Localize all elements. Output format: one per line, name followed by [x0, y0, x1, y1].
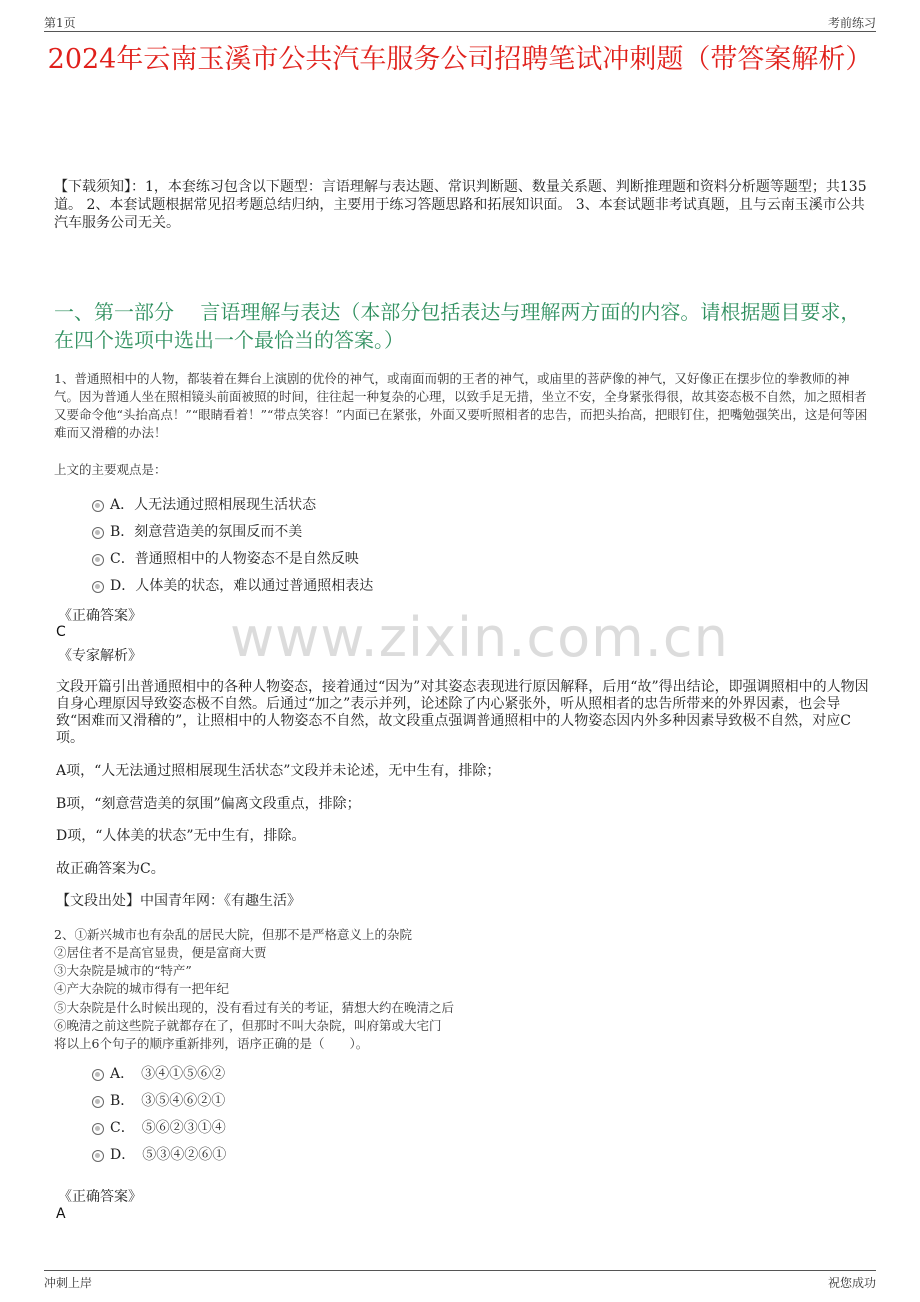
- question-2-option-c[interactable]: C． ⑤⑥②③①④: [92, 1118, 226, 1138]
- analysis-paragraph: 文段开篇引出普通照相中的各种人物姿态，接着通过“因为”对其姿态表现进行原因解释，后用“故”得出结论，即强调照相中的人物因自身心理原因导致姿态极不自然。后通过“加之”表示并列，论述除了内心紧张外，听从照相者的忠告所带来的外界因素，也会导致“困难而又滑稽的”，让照相中的人物姿态不自然，故文段重点强调普通照相中的人物姿态因内外多种因素导致极不自然，对应C项。: [56, 679, 869, 746]
- page-footer: [44, 1270, 876, 1290]
- radio-icon[interactable]: [92, 1069, 104, 1081]
- radio-icon[interactable]: [92, 581, 104, 593]
- document-title: 2024年云南玉溪市公共汽车服务公司招聘笔试冲刺题（带答案解析）: [47, 44, 873, 75]
- question-1-text: 1、普通照相中的人物，都装着在舞台上演剧的优伶的神气，或南面而朝的王者的神气，或庙里的菩萨像的神气，又好像正在摆步位的拳教师的神气。因为普通人坐在照相镜头前面被照的时间，往往起一种复杂的心理，以致手足无措，坐立不安，全身紧张得很，故其姿态极不自然，加之照相者又要命令他“头抬高点！”“眼睛看着！”“带点笑容！”内面已在紧张，外面又要听照相者的忠告，而把头抬高，把眼钉住，把嘴勉强笑出，这是何等困难而又滑稽的办法！: [54, 371, 868, 440]
- question-2-line-3: ③大杂院是城市的“特产”: [54, 963, 192, 978]
- section-heading: 一、第一部分 言语理解与表达（本部分包括表达与理解两方面的内容。请根据题目要求，在四个选项中选出一个最恰当的答案。）: [54, 300, 861, 352]
- analysis-source: 【文段出处】中国青年网：《有趣生活》: [56, 893, 301, 909]
- question-2-option-b[interactable]: B． ③⑤④⑥②①: [92, 1091, 225, 1111]
- radio-icon[interactable]: [92, 527, 104, 539]
- question-2-line-6: ⑥晚清之前这些院子就都存在了，但那时不叫大杂院，叫府第或大宅门: [54, 1018, 442, 1033]
- question-2-line-2: ②居住者不是高官显贵，便是富商大贾: [54, 945, 267, 960]
- question-2-line-1: 2、①新兴城市也有杂乱的居民大院，但那不是严格意义上的杂院: [54, 927, 412, 942]
- question-2-answer-label: 《正确答案》: [58, 1189, 142, 1205]
- page-number: 第1页: [44, 16, 76, 30]
- question-1-prompt: 上文的主要观点是：: [54, 462, 167, 477]
- footer-left-text: 冲刺上岸: [44, 1276, 93, 1290]
- analysis-option-a: A项，“人无法通过照相展现生活状态”文段并未论述，无中生有，排除；: [56, 763, 501, 779]
- question-1-analysis-label: 《专家解析》: [58, 648, 142, 664]
- radio-icon[interactable]: [92, 1096, 104, 1108]
- watermark: www.zixin.com.cn: [230, 606, 729, 669]
- analysis-conclusion: 故正确答案为C。: [56, 861, 165, 877]
- page-header: [44, 12, 876, 32]
- analysis-option-d: D项，“人体美的状态”无中生有，排除。: [56, 828, 306, 844]
- question-2-prompt: 将以上6个句子的顺序重新排列，语序正确的是（ ）。: [54, 1036, 369, 1051]
- question-1-option-c[interactable]: C．普通照相中的人物姿态不是自然反映: [92, 549, 359, 569]
- question-1-option-a[interactable]: A．人无法通过照相展现生活状态: [92, 495, 316, 515]
- question-1-answer-label: 《正确答案》: [58, 608, 142, 624]
- question-2-option-a[interactable]: A． ③④①⑤⑥②: [92, 1064, 225, 1084]
- question-2-option-d[interactable]: D． ⑤③④②⑥①: [92, 1145, 226, 1165]
- question-2-line-4: ④产大杂院的城市得有一把年纪: [54, 981, 230, 996]
- footer-right-text: 祝您成功: [827, 1276, 876, 1290]
- analysis-option-b: B项，“刻意营造美的氛围”偏离文段重点，排除；: [56, 796, 361, 812]
- radio-icon[interactable]: [92, 554, 104, 566]
- question-1-option-b[interactable]: B．刻意营造美的氛围反而不美: [92, 522, 302, 542]
- download-notice: 【下载须知】：1，本套练习包含以下题型：言语理解与表达题、常识判断题、数量关系题、判断推理题和资料分析题等题型；共135道。 2、本套试题根据常见招考题总结归纳，主要用于练习答题思路和拓展知识面。 3、本套试题非考试真题，且与云南玉溪市公共汽车服务公司无关。: [54, 179, 867, 231]
- question-2-answer: A: [56, 1206, 66, 1222]
- radio-icon[interactable]: [92, 1123, 104, 1135]
- question-2-line-5: ⑤大杂院是什么时候出现的，没有看过有关的考证，猜想大约在晚清之后: [54, 1000, 455, 1015]
- question-1-answer: C: [56, 624, 66, 640]
- header-tag: 考前练习: [827, 16, 876, 30]
- radio-icon[interactable]: [92, 500, 104, 512]
- question-1-option-d[interactable]: D．人体美的状态，难以通过普通照相表达: [92, 576, 373, 596]
- radio-icon[interactable]: [92, 1150, 104, 1162]
